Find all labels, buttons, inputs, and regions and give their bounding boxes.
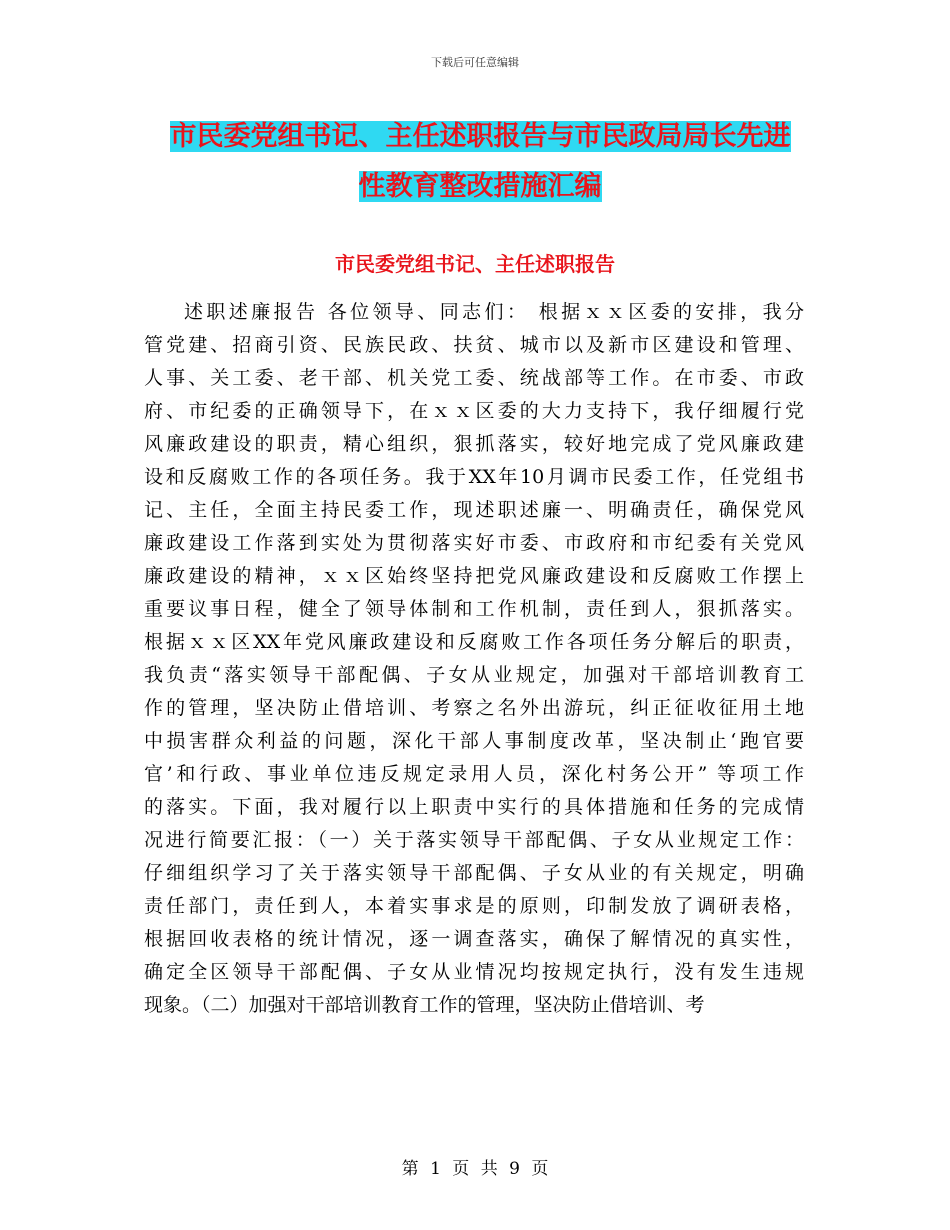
body-line: 管党建、招商引资、民族民政、扶贫、城市以及新市区建设和管理、 — [144, 334, 804, 356]
body-line: 责任部门，责任到人，本着实事求是的原则，印制发放了调研表格， — [144, 895, 804, 917]
body-text — [144, 296, 804, 1022]
body-line: 官’和行政、事业单位违反规定录用人员，深化村务公开” 等项工作 — [144, 763, 804, 785]
body-line: 根据回收表格的统计情况，逐一调查落实，确保了解情况的真实性， — [144, 928, 804, 950]
body-line: 设和反腐败工作的各项任务。我于XX年10月调市民委工作，任党组书 — [144, 466, 804, 488]
body-line: 况进行简要汇报：（一）关于落实领导干部配偶、子女从业规定工作： — [144, 829, 804, 851]
section-title: 市民委党组书记、主任述职报告 — [335, 252, 615, 276]
body-line: 风廉政建设的职责，精心组织，狠抓落实，较好地完成了党风廉政建 — [144, 433, 804, 455]
body-line: 府、市纪委的正确领导下，在ｘｘ区委的大力支持下，我仔细履行党 — [144, 400, 804, 422]
body-line: 人事、关工委、老干部、机关党工委、统战部等工作。在市委、市政 — [144, 367, 804, 389]
body-line: 的落实。下面，我对履行以上职责中实行的具体措施和任务的完成情 — [144, 796, 804, 818]
body-line: 重要议事日程，健全了领导体制和工作机制，责任到人，狠抓落实。 — [144, 598, 804, 620]
title-line-1: 市民委党组书记、主任述职报告与市民政局局长先进 — [169, 121, 791, 152]
page-number: 第 1 页 共 9 页 — [401, 1159, 549, 1179]
body-line: 记、主任，全面主持民委工作，现述职述廉一、明确责任，确保党风 — [144, 499, 804, 521]
body-line: 廉政建设的精神，ｘｘ区始终坚持把党风廉政建设和反腐败工作摆上 — [144, 565, 804, 587]
body-line: 述职述廉报告 各位领导、同志们： 根据ｘｘ区委的安排，我分 — [184, 301, 804, 323]
body-line: 中损害群众利益的问题，深化干部人事制度改革，坚决制止‘跑官要 — [144, 730, 804, 752]
body-line: 作的管理，坚决防止借培训、考察之名外出游玩，纠正征收征用土地 — [144, 697, 804, 719]
body-line: 确定全区领导干部配偶、子女从业情况均按规定执行，没有发生违规 — [144, 961, 804, 983]
body-line: 现象。（二）加强对干部培训教育工作的管理，坚决防止借培训、考 — [144, 994, 705, 1016]
body-line: 廉政建设工作落到实处为贯彻落实好市委、市政府和市纪委有关党风 — [144, 532, 804, 554]
body-line: 仔细组织学习了关于落实领导干部配偶、子女从业的有关规定，明确 — [144, 862, 804, 884]
body-line: 根据ｘｘ区XX年党风廉政建设和反腐败工作各项任务分解后的职责， — [144, 631, 804, 653]
title-line-2: 性教育整改措施汇编 — [358, 171, 602, 202]
page-header-note: 下载后可任意编辑 — [431, 56, 519, 69]
body-line: 我负责“落实领导干部配偶、子女从业规定，加强对干部培训教育工 — [144, 664, 804, 686]
document-title — [130, 112, 830, 212]
